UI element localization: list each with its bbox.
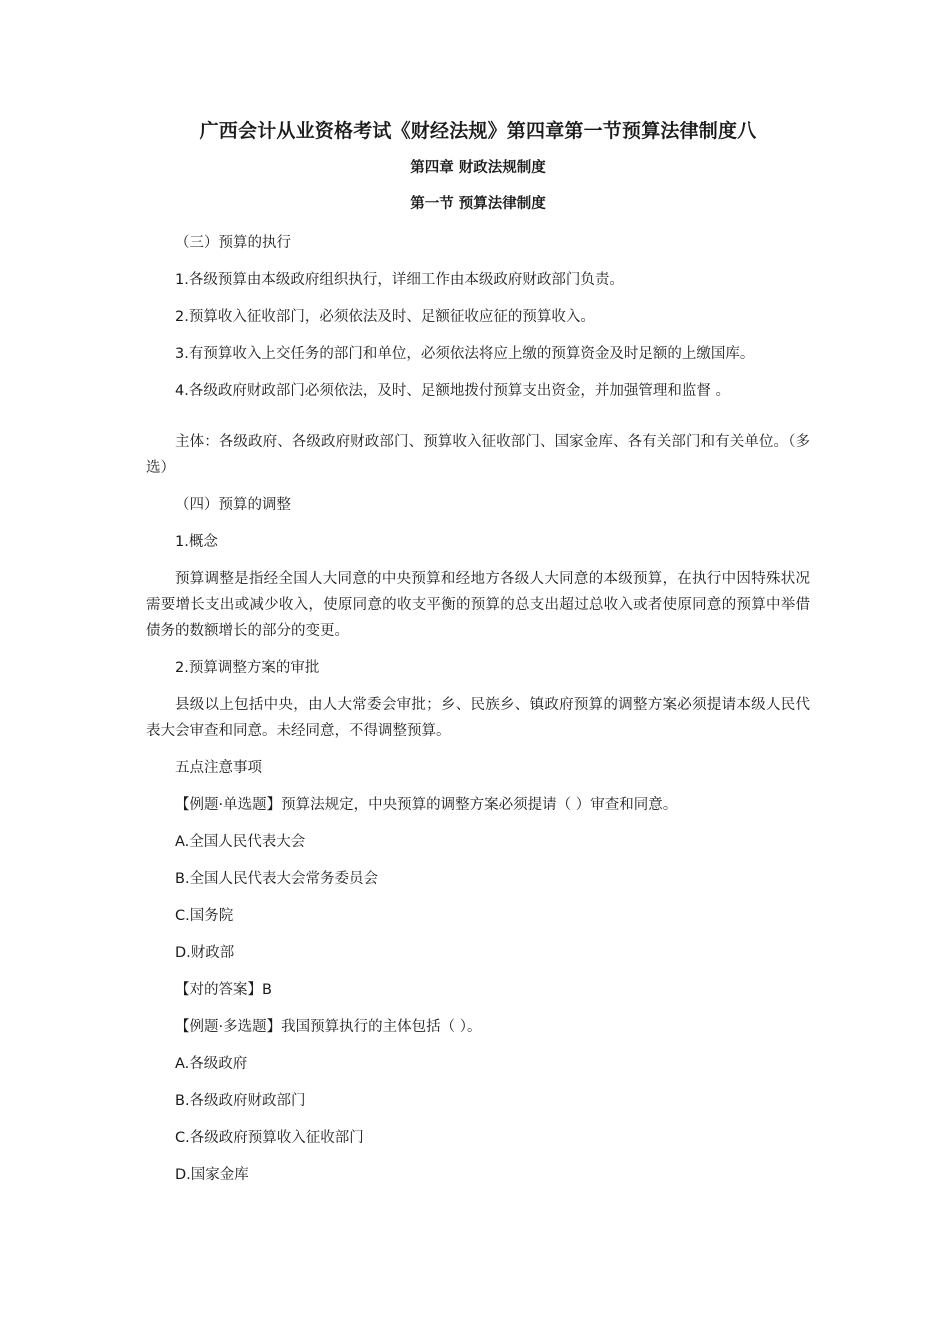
execution-point-1: 1.各级预算由本级政府组织执行，详细工作由本级政府财政部门负责。 [175,272,624,288]
section-heading: 第一节 预算法律制度 [410,196,546,212]
single-choice-answer: 【对的答案】B [175,982,272,998]
subsection-heading-execution: （三）预算的执行 [175,235,291,251]
notes-heading: 五点注意事项 [175,760,262,776]
chapter-heading: 第四章 财政法规制度 [410,160,546,176]
single-choice-option-a: A.全国人民代表大会 [175,834,306,850]
single-choice-option-b: B.全国人民代表大会常务委员会 [175,871,379,887]
multiple-choice-option-a: A.各级政府 [175,1056,248,1072]
multiple-choice-option-c: C.各级政府预算收入征收部门 [175,1130,364,1146]
single-choice-option-c: C.国务院 [175,908,234,924]
adjustment-approval-heading: 2.预算调整方案的审批 [175,660,320,676]
execution-point-3: 3.有预算收入上交任务的部门和单位，必须依法将应上缴的预算资金及时足额的上缴国库。 [175,346,755,362]
example-multiple-choice-question: 【例题·多选题】我国预算执行的主体包括（ ）。 [175,1019,482,1035]
execution-point-2: 2.预算收入征收部门，必须依法及时、足额征收应征的预算收入。 [175,309,595,325]
document-title: 广西会计从业资格考试《财经法规》第四章第一节预算法律制度八 [199,120,757,142]
multiple-choice-option-b: B.各级政府财政部门 [175,1093,306,1109]
execution-subjects: 主体：各级政府、各级政府财政部门、预算收入征收部门、国家金库、各有关部门和有关单位。（多选） [146,434,810,476]
single-choice-option-d: D.财政部 [175,945,235,961]
document-page [146,118,810,1199]
adjustment-concept-heading: 1.概念 [175,534,218,550]
adjustment-concept-text: 预算调整是指经全国人大同意的中央预算和经地方各级人大同意的本级预算，在执行中因特殊状况需要增长支出或减少收入，使原同意的收支平衡的预算的总支出超过总收入或者使原同意的预算中举借债务的数额增长的部分的变更。 [146,571,810,639]
adjustment-approval-text: 县级以上包括中央，由人大常委会审批；乡、民族乡、镇政府预算的调整方案必须提请本级人民代表大会审查和同意。未经同意，不得调整预算。 [146,697,810,739]
example-single-choice-question: 【例题·单选题】预算法规定，中央预算的调整方案必须提请（ ）审查和同意。 [175,797,678,813]
subsection-heading-adjustment: （四）预算的调整 [175,497,291,513]
multiple-choice-option-d: D.国家金库 [175,1167,249,1183]
execution-point-4: 4.各级政府财政部门必须依法，及时、足额地拨付预算支出资金，并加强管理和监督 。 [175,383,730,399]
